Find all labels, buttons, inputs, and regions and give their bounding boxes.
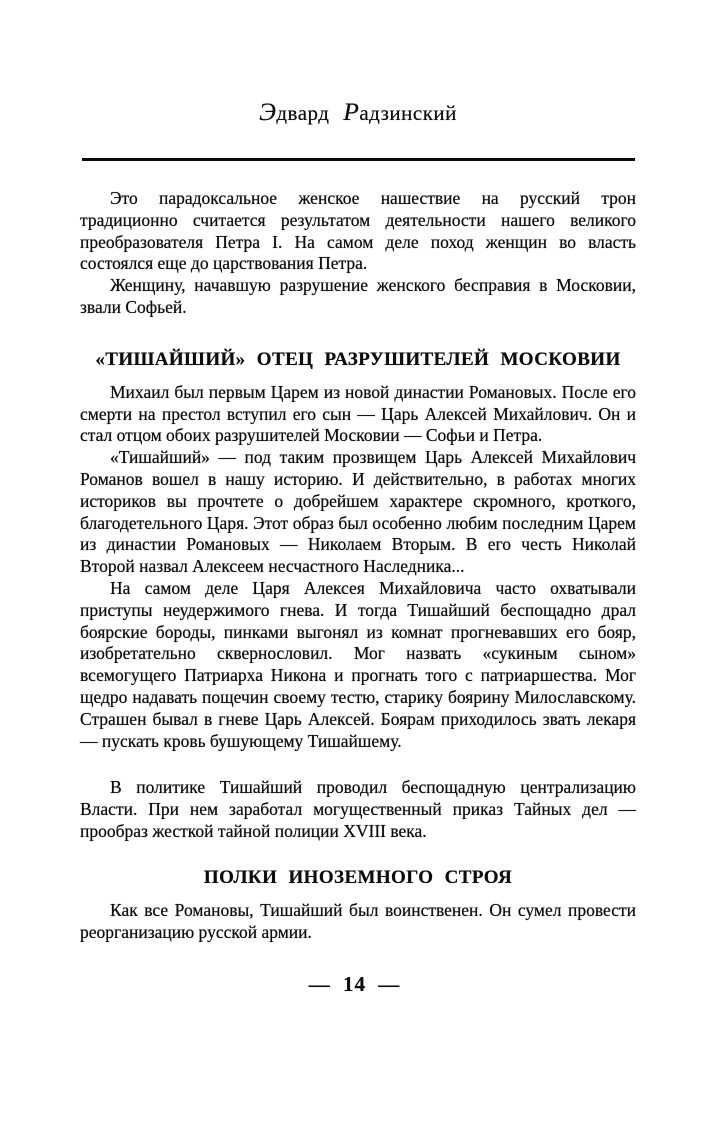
page-number: — 14 — <box>308 972 401 996</box>
paragraph-intro-1: Это парадоксальное женское нашествие на русский трон традиционно считается результатом деятельности нашего великого преобразователя Петра I. На самом деле поход женщин во власть состоялся еще до царствования Петра. <box>80 188 636 274</box>
section-title-tishayshiy-otets: «ТИШАЙШИЙ» ОТЕЦ РАЗРУШИТЕЛЕЙ МОСКОВИИ <box>95 348 621 370</box>
paragraph-section1-1: Михаил был первым Царем из новой династии Романовых. После его смерти на престол вступил его сын — Царь Алексей Михайлович. Он и стал отцом обоих разрушителей Московии — Софьи и Петра. <box>80 381 636 446</box>
paragraph-section1-2: «Тишайший» — под таким прозвищем Царь Алексей Михайлович Романов вошел в нашу историю. И действительно, в работах многих историков вы прочтете о добрейшем характере скромного, кроткого, благодетельного Царя. Этот образ был особенно любим последним Царем из династии Романовых — Николаем Вторым. В его честь Николай Второй назвал Алексеем несчастного Наследника... <box>80 447 636 577</box>
header-divider-rule <box>82 158 635 161</box>
paragraph-intro-2: Женщину, начавшую разрушение женского бесправия в Московии, звали Софьей. <box>80 275 636 317</box>
paragraph-section2-1: Как все Романовы, Тишайший был воинственен. Он сумел провести реорганизацию русской армии. <box>80 899 636 942</box>
author-last-name: Радзинский <box>343 97 457 126</box>
running-header-author <box>80 97 636 127</box>
author-first-name: Эдвард <box>259 97 330 126</box>
section-title-polki-inozemnogo-stroya: ПОЛКИ ИНОЗЕМНОГО СТРОЯ <box>203 866 513 888</box>
page-text-block <box>80 188 636 943</box>
paragraph-section1-4: В политике Тишайший проводил беспощадную централизацию Власти. При нем заработал могущественный приказ Тайных дел — прообраз жесткой тайной полиции XVIII века. <box>80 777 636 841</box>
paragraph-section1-3: На самом деле Царя Алексея Михайловича часто охватывали приступы неудержимого гнева. И тогда Тишайший беспощадно драл боярские бороды, пинками выгонял из комнат прогневавших его бояр, изобретательно сквернословил. Мог назвать «сукиным сыном» всемогущего Патриарха Никона и прогнать того с патриаршества. Мог щедро надавать пощечин своему тестю, старику боярину Милославскому. Страшен бывал в гневе Царь Алексей. Боярам приходилось звать лекаря — пускать кровь бушующему Тишайшему. <box>80 577 636 751</box>
